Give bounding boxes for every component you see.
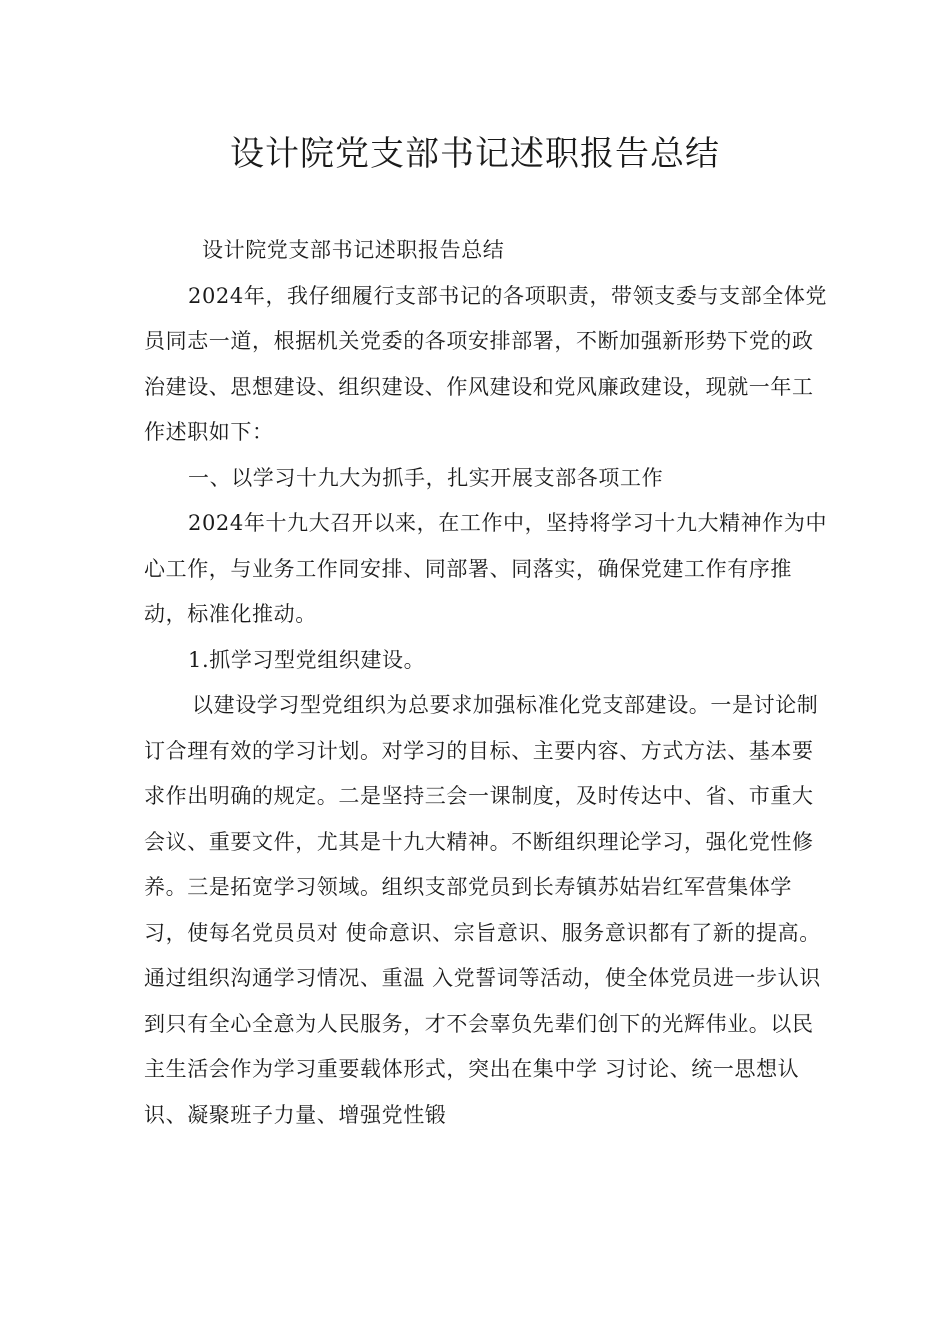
subtitle-paragraph: 设计院党支部书记述职报告总结 <box>202 238 505 262</box>
document-body <box>144 228 834 1138</box>
document-title: 设计院党支部书记述职报告总结 <box>230 134 720 174</box>
item-paragraph: 以建设学习型党组织为总要求加强标准化党支部建设。一是讨论制订合理有效的学习计划。对学习的目标、主要内容、方式方法、基本要求作出明确的规定。二是坚持三会一课制度，及时传达中、省、市重大会议、重要文件，尤其是十九大精神。不断组织理论学习，强化党性修养。三是拓宽学习领域。组织支部党员到长寿镇苏姑岩红军营集体学习，使每名党员员对 使命意识、宗旨意识、服务意识都有了新的提高。通过组织沟通学习情况、重温 入党誓词等活动，使全体党员进一步认识到只有全心全意为人民服务，才不会辜负先辈们创下的光辉伟业。以民主生活会作为学习重要载体形式，突出在集中学 习讨论、统一思想认识、凝聚班子力量、增强党性锻 <box>144 693 821 1127</box>
intro-paragraph: 2024年，我仔细履行支部书记的各项职责，带领支委与支部全体党员同志一道，根据机关党委的各项安排部署，不断加强新形势下党的政治建设、思想建设、组织建设、作风建设和党风廉政建设，现就一年工作述职如下： <box>144 283 828 444</box>
section-heading: 一、以学习十九大为抓手，扎实开展支部各项工作 <box>188 465 664 490</box>
section-paragraph: 2024年十九大召开以来，在工作中，坚持将学习十九大精神作为中心工作，与业务工作同安排、同部署、同落实，确保党建工作有序推动，标准化推动。 <box>144 511 828 626</box>
item-heading: 1.抓学习型党组织建设。 <box>188 647 426 672</box>
